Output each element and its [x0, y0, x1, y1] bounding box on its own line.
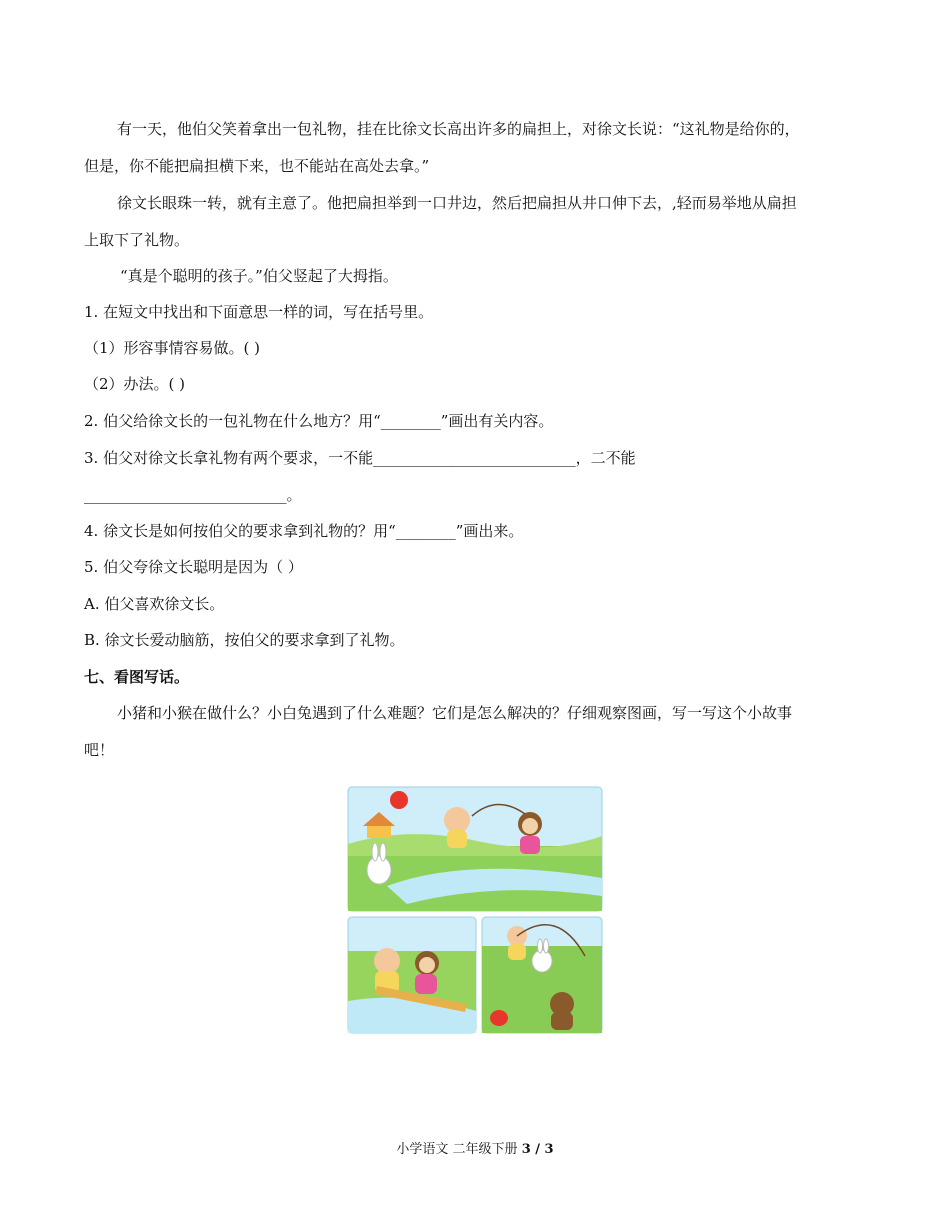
- question-1-item-2: （2）办法。( ): [84, 375, 186, 393]
- section-7-prompt-line-2: 吧！: [84, 741, 115, 759]
- section-7-title: 七、看图写话。: [84, 668, 190, 686]
- panel-3: [482, 917, 602, 1033]
- paragraph-2-line-1: 徐文长眼珠一转，就有主意了。他把扁担举到一口井边，然后把扁担从井口伸下去，,轻而易举地从扁担: [117, 194, 797, 212]
- footer-subject: 小学语文 二年级下册: [396, 1142, 518, 1157]
- question-2: 2. 伯父给徐文长的一包礼物在什么地方？用“________”画出有关内容。: [84, 412, 554, 430]
- section-7-prompt-line-1: 小猪和小猴在做什么？小白兔遇到了什么难题？它们是怎么解决的？仔细观察图画，写一写这个小故事: [117, 704, 793, 722]
- question-3-line-2: ___________________________。: [84, 486, 302, 504]
- question-3-line-1: 3. 伯父对徐文长拿礼物有两个要求，一不能___________________________，二不能: [84, 449, 636, 467]
- footer-page-number: 3 / 3: [521, 1142, 554, 1157]
- paragraph-3: “真是个聪明的孩子。”伯父竖起了大拇指。: [120, 267, 398, 285]
- question-1-item-1: （1）形容事情容易做。( ): [84, 339, 261, 357]
- question-4: 4. 徐文长是如何按伯父的要求拿到礼物的？用“________”画出来。: [84, 522, 524, 540]
- panel-2: [348, 917, 476, 1033]
- question-1: 1. 在短文中找出和下面意思一样的词，写在括号里。: [84, 303, 434, 321]
- panel-1: [348, 787, 602, 911]
- page-footer: [0, 1141, 950, 1159]
- story-illustration: [347, 786, 603, 1034]
- paragraph-2-line-2: 上取下了礼物。: [84, 231, 190, 249]
- question-5: 5. 伯父夸徐文长聪明是因为（ ）: [84, 558, 303, 576]
- question-5-option-b: B. 徐文长爱动脑筋，按伯父的要求拿到了礼物。: [84, 631, 405, 649]
- question-5-option-a: A. 伯父喜欢徐文长。: [84, 595, 225, 613]
- paragraph-1-line-2: 但是，你不能把扁担横下来，也不能站在高处去拿。”: [84, 157, 430, 175]
- paragraph-1-line-1: 有一天，他伯父笑着拿出一包礼物，挂在比徐文长高出许多的扁担上，对徐文长说：“这礼物是给你的，: [117, 120, 800, 138]
